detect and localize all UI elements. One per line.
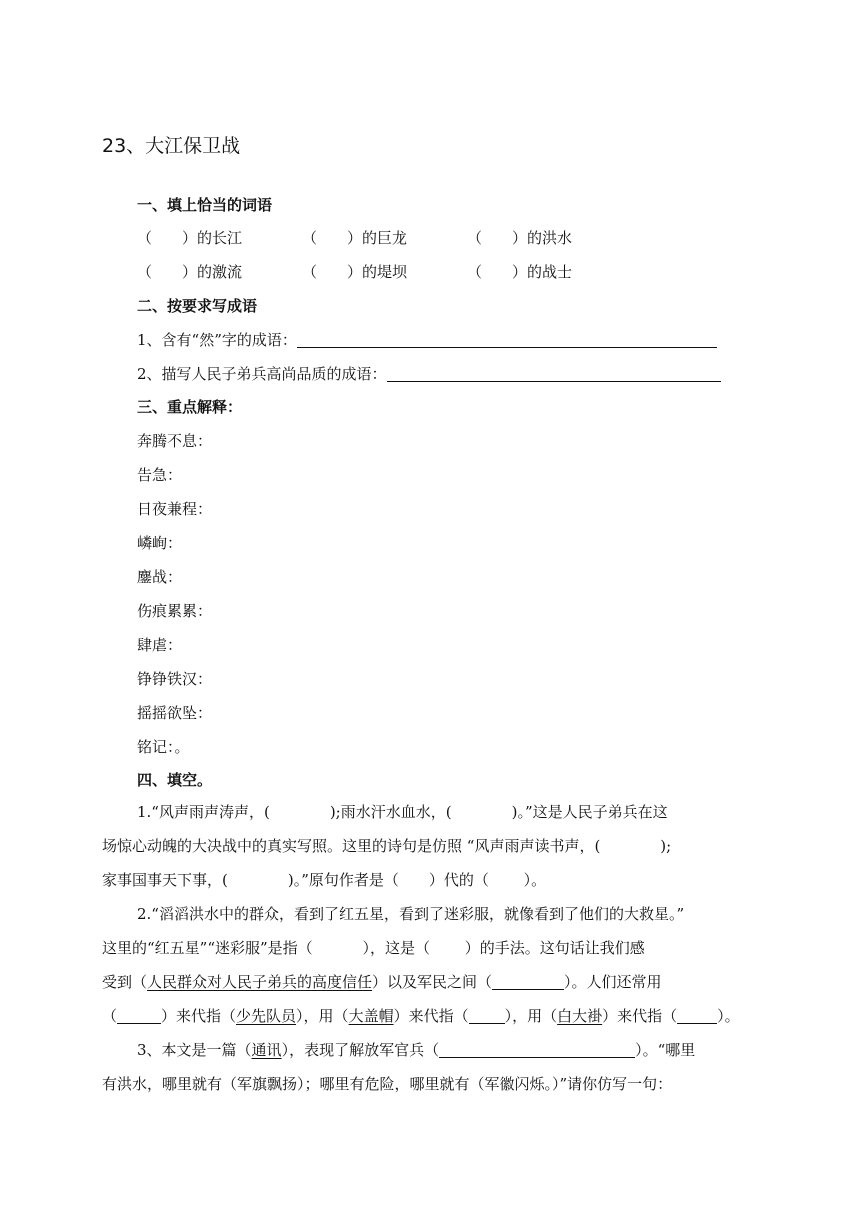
text-segment: （ — [102, 1007, 118, 1025]
idiom-question-1 — [137, 329, 717, 350]
section-1-heading: 一、填上恰当的词语 — [137, 196, 273, 214]
text-segment: ）。 — [717, 1007, 740, 1025]
idiom-question-1-label: 1、含有“然”字的成语： — [137, 331, 297, 349]
answer-blank[interactable] — [469, 1008, 505, 1024]
term-item: 日夜兼程： — [137, 500, 213, 518]
underlined-answer: 通讯 — [251, 1041, 282, 1059]
text-segment: ）来代指（ — [161, 1007, 237, 1025]
question-1-line-2: 场惊心动魄的大决战中的真实写照。这里的诗句是仿照 “风声雨声读书声，( ); — [102, 837, 672, 855]
fill-blank-item: （ ）的巨龙 — [302, 229, 408, 247]
text-segment: ）。人们还常用 — [564, 973, 662, 991]
section-3-heading: 三、重点解释： — [137, 398, 243, 416]
question-1-line-1: 1.“风声雨声涛声，( );雨水汗水血水，( )。”这是人民子弟兵在这 — [137, 803, 668, 821]
text-segment: ）以及军民之间（ — [372, 973, 493, 991]
text-segment: ），用（ — [504, 1007, 558, 1025]
term-item: 伤痕累累： — [137, 602, 213, 620]
answer-blank[interactable] — [492, 974, 564, 990]
underlined-answer: 白大褂 — [557, 1007, 603, 1025]
term-item: 鏖战： — [137, 568, 183, 586]
text-segment: ），用（ — [296, 1007, 349, 1025]
question-3-line-1 — [102, 1033, 762, 1067]
question-1 — [102, 795, 762, 897]
text-segment: ）来代指（ — [602, 1007, 678, 1025]
question-2-line-1: 2.“滔滔洪水中的群众，看到了红五星，看到了迷彩服，就像看到了他们的大救星。” — [137, 905, 685, 923]
underlined-answer: 大盖帽 — [348, 1007, 394, 1025]
term-item: 告急： — [137, 466, 183, 484]
question-3 — [102, 1033, 762, 1101]
term-item: 嶙峋： — [137, 534, 183, 552]
question-2-line-2: 这里的“红五星”“迷彩服”是指（ ），这是（ ）的手法。这句话让我们感 — [102, 939, 645, 957]
idiom-question-2-label: 2、描写人民子弟兵高尚品质的成语： — [137, 365, 387, 383]
fill-blank-item: （ ）的战士 — [467, 263, 573, 281]
term-item: 铮铮铁汉： — [137, 670, 213, 688]
term-item: 摇摇欲坠： — [137, 704, 213, 722]
idiom-question-2 — [137, 363, 721, 384]
answer-blank[interactable] — [677, 1008, 717, 1024]
term-item: 奔腾不息： — [137, 432, 213, 450]
answer-line[interactable] — [297, 331, 717, 348]
fill-blank-item: （ ）的堤坝 — [302, 263, 408, 281]
fill-blank-item: （ ）的长江 — [137, 229, 243, 247]
text-segment: 3、本文是一篇（ — [137, 1041, 252, 1059]
answer-blank[interactable] — [117, 1008, 161, 1024]
answer-line[interactable] — [387, 365, 721, 382]
question-3-line-2: 有洪水，哪里就有（军旗飘扬）；哪里有危险，哪里就有（军徽闪烁。）”请你仿写一句： — [102, 1075, 673, 1093]
question-2-line-4 — [102, 999, 762, 1033]
lesson-title: 23、大江保卫战 — [102, 135, 241, 157]
fill-blank-item: （ ）的洪水 — [467, 229, 573, 247]
question-2-line-3 — [102, 965, 762, 999]
text-segment: ）来代指（ — [393, 1007, 469, 1025]
text-segment: 受到（ — [102, 973, 148, 991]
underlined-answer: 少先队员 — [236, 1007, 297, 1025]
answer-blank[interactable] — [439, 1042, 635, 1058]
fill-blank-item: （ ）的激流 — [137, 263, 243, 281]
term-item: 铭记：。 — [137, 738, 190, 756]
section-2-heading: 二、按要求写成语 — [137, 297, 258, 315]
term-item: 肆虐： — [137, 636, 183, 654]
question-2 — [102, 897, 762, 1033]
section-4-heading: 四、填空。 — [137, 771, 213, 789]
text-segment: ），表现了解放军官兵（ — [281, 1041, 440, 1059]
text-segment: ）。“哪里 — [635, 1041, 696, 1059]
underlined-answer: 人民群众对人民子弟兵的高度信任 — [147, 973, 373, 991]
question-1-line-3: 家事国事天下事，( )。”原句作者是（ ）代的（ ）。 — [102, 871, 547, 889]
